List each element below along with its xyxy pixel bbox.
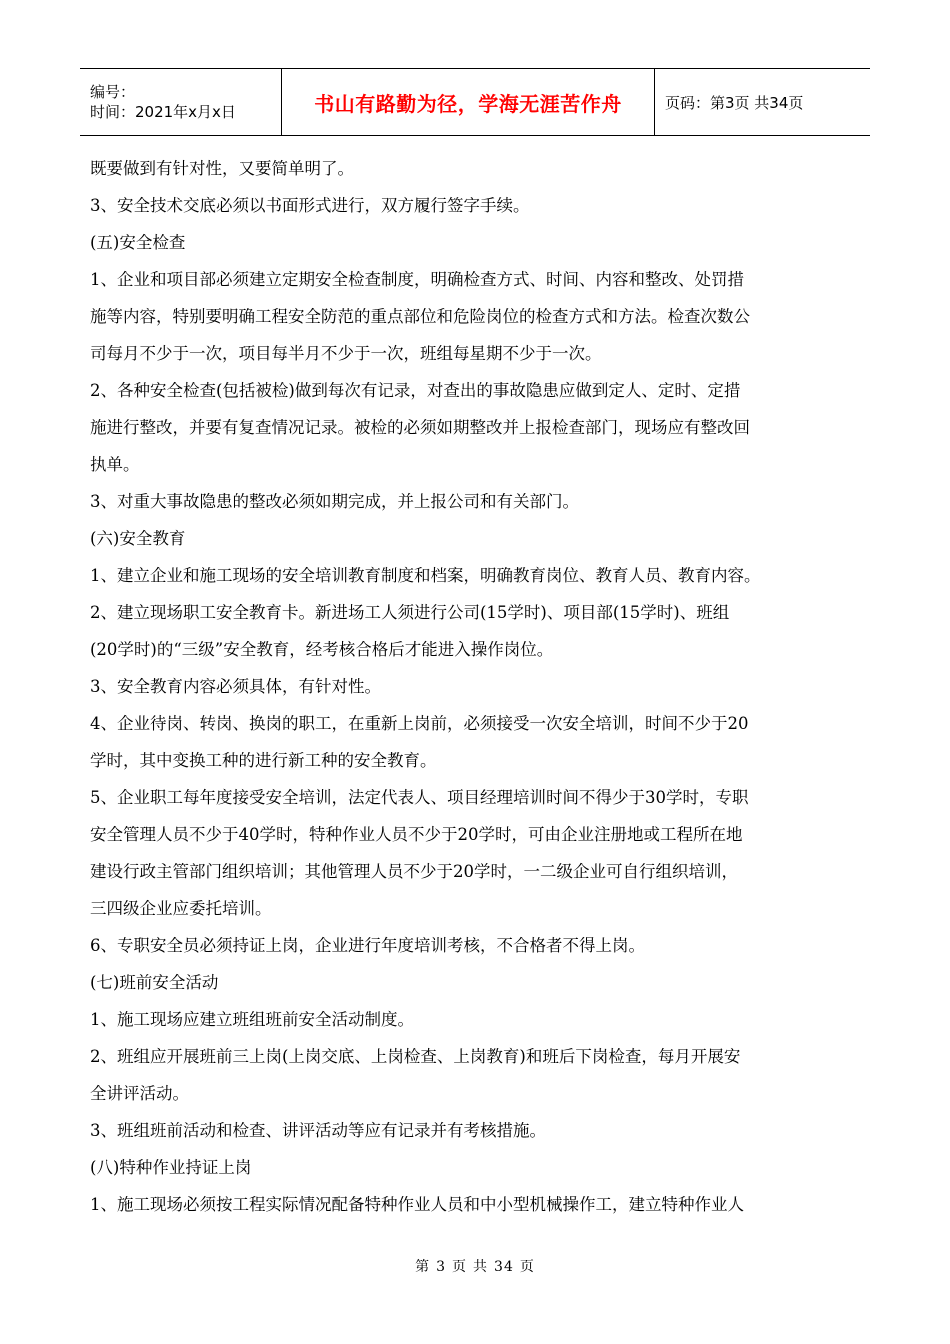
- footer-gong: 共: [473, 1259, 489, 1275]
- page-code-text: 页码：第3页 共34页: [665, 93, 804, 112]
- footer-ye: 页: [452, 1259, 468, 1275]
- footer-ye2: 页: [519, 1259, 535, 1275]
- body-line: 施进行整改，并要有复查情况记录。被检的必须如期整改并上报检查部门，现场应有整改回: [90, 418, 750, 437]
- section-heading: (六)安全教育: [90, 529, 186, 548]
- body-line: 三四级企业应委托培训。: [90, 899, 272, 918]
- footer-di: 第: [415, 1259, 431, 1275]
- section-heading: (五)安全检查: [90, 233, 186, 252]
- body-line: 5、企业职工每年度接受安全培训，法定代表人、项目经理培训时间不得少于30学时，专职: [90, 788, 749, 807]
- body-line: 3、对重大事故隐患的整改必须如期完成，并上报公司和有关部门。: [90, 492, 579, 511]
- header-page-code: [655, 69, 870, 135]
- body-line: 2、班组应开展班前三上岗(上岗交底、上岗检查、上岗教育)和班后下岗检查，每月开展安: [90, 1047, 741, 1066]
- body-line: 全讲评活动。: [90, 1084, 189, 1103]
- body-line: 司每月不少于一次，项目每半月不少于一次，班组每星期不少于一次。: [90, 344, 602, 363]
- body-line: 2、各种安全检查(包括被检)做到每次有记录，对查出的事故隐患应做到定人、定时、定措: [90, 381, 741, 400]
- body-line: (20学时)的“三级”安全教育，经考核合格后才能进入操作岗位。: [90, 640, 554, 659]
- body-line: 3、安全技术交底必须以书面形式进行，双方履行签字手续。: [90, 196, 530, 215]
- body-line: 施等内容，特别要明确工程安全防范的重点部位和危险岗位的检查方式和方法。检查次数公: [90, 307, 750, 326]
- body-line: 建设行政主管部门组织培训；其他管理人员不少于20学时，一二级企业可自行组织培训，: [90, 862, 738, 881]
- footer-page-number: 3: [436, 1259, 447, 1275]
- body-line: 执单。: [90, 455, 140, 474]
- body-line: 3、班组班前活动和检查、讲评活动等应有记录并有考核措施。: [90, 1121, 546, 1140]
- motto-text: 书山有路勤为径，学海无涯苦作舟: [314, 91, 622, 116]
- body-line: 4、企业待岗、转岗、换岗的职工，在重新上岗前，必须接受一次安全培训，时间不少于20: [90, 714, 749, 733]
- body-line: 1、施工现场应建立班组班前安全活动制度。: [90, 1010, 414, 1029]
- section-heading: (八)特种作业持证上岗: [90, 1158, 252, 1177]
- body-line: 6、专职安全员必须持证上岗，企业进行年度培训考核，不合格者不得上岗。: [90, 936, 645, 955]
- page-footer: [0, 1256, 950, 1276]
- document-body: [90, 150, 862, 1223]
- body-line: 学时，其中变换工种的进行新工种的安全教育。: [90, 751, 437, 770]
- header-motto: [282, 69, 655, 135]
- header-meta: [80, 69, 282, 135]
- page-header: [80, 68, 870, 136]
- body-line: 2、建立现场职工安全教育卡。新进场工人须进行公司(15学时)、项目部(15学时)、班组: [90, 603, 730, 622]
- body-line: 3、安全教育内容必须具体，有针对性。: [90, 677, 381, 696]
- header-date: 时间：2021年x月x日: [90, 103, 236, 121]
- body-line: 1、企业和项目部必须建立定期安全检查制度，明确检查方式、时间、内容和整改、处罚措: [90, 270, 744, 289]
- body-line: 1、施工现场必须按工程实际情况配备特种作业人员和中小型机械操作工，建立特种作业人: [90, 1195, 744, 1214]
- body-line: 既要做到有针对性，又要简单明了。: [90, 159, 354, 178]
- body-line: 1、建立企业和施工现场的安全培训教育制度和档案，明确教育岗位、教育人员、教育内容。: [90, 566, 761, 585]
- serial-number: 编号：: [90, 83, 136, 101]
- body-line: 安全管理人员不少于40学时，特种作业人员不少于20学时，可由企业注册地或工程所在地: [90, 825, 743, 844]
- footer-total-pages: 34: [494, 1259, 514, 1275]
- section-heading: (七)班前安全活动: [90, 973, 219, 992]
